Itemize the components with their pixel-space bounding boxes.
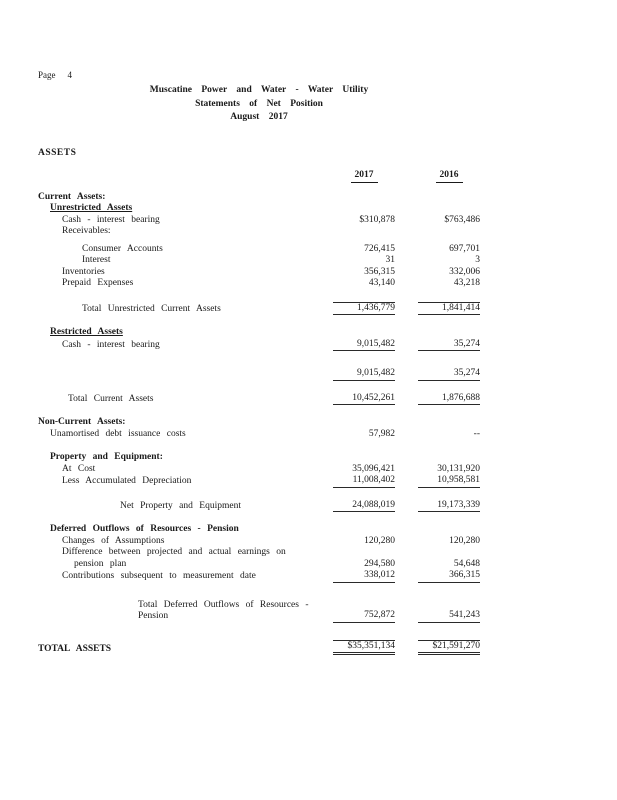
value-2016: 1,841,414 bbox=[418, 302, 480, 316]
row-label: TOTAL ASSETS bbox=[38, 643, 112, 654]
table-row bbox=[38, 475, 480, 488]
row-label: Property and Equipment: bbox=[50, 452, 163, 462]
section-title-assets: ASSETS bbox=[38, 148, 77, 158]
document-date: August 2017 bbox=[230, 112, 288, 122]
column-header-2017: 2017 bbox=[333, 170, 395, 183]
row-label: Deferred Outflows of Resources - Pension bbox=[50, 524, 239, 534]
table-row bbox=[38, 429, 480, 441]
table-row bbox=[38, 215, 480, 227]
value-2017: 24,088,019 bbox=[333, 500, 395, 513]
value-2016: 3 bbox=[475, 255, 480, 265]
page-number: 4 bbox=[67, 70, 72, 80]
row-label: Inventories bbox=[62, 266, 105, 277]
table-row bbox=[38, 464, 480, 476]
table-row bbox=[38, 267, 480, 279]
row-label: Difference between projected and actual earnings on pension plan bbox=[62, 547, 286, 569]
row-label: Unamortised debt issuance costs bbox=[50, 428, 186, 439]
table-row bbox=[38, 244, 480, 256]
page-indicator bbox=[38, 70, 72, 80]
value-2016: 54,648 bbox=[453, 558, 480, 569]
table-row bbox=[38, 452, 480, 464]
value-2017: 35,096,421 bbox=[352, 463, 395, 474]
document-header bbox=[38, 84, 480, 125]
value-2017: 356,315 bbox=[364, 266, 395, 277]
table-row bbox=[38, 327, 480, 339]
value-2017: 1,436,779 bbox=[333, 302, 395, 316]
value-2016: 30,131,920 bbox=[437, 463, 480, 474]
table-row bbox=[38, 547, 480, 570]
row-label: At Cost bbox=[62, 463, 96, 474]
page-label: Page bbox=[38, 70, 56, 80]
document-subtitle: Statements of Net Position bbox=[195, 98, 323, 109]
column-header-row bbox=[38, 170, 480, 183]
row-label: Net Property and Equipment bbox=[120, 500, 241, 511]
value-2016: $763,486 bbox=[444, 214, 480, 225]
row-label: Total Unrestricted Current Assets bbox=[82, 303, 221, 314]
value-2016: 366,315 bbox=[418, 570, 480, 583]
value-2017: 31 bbox=[385, 255, 395, 265]
value-2016: $21,591,270 bbox=[418, 640, 480, 656]
value-2016: 697,701 bbox=[449, 243, 480, 254]
row-label: Consumer Accounts bbox=[82, 243, 163, 254]
column-header-2016: 2016 bbox=[418, 170, 480, 183]
value-2017: 338,012 bbox=[333, 570, 395, 583]
value-2017: 11,008,402 bbox=[333, 475, 395, 488]
value-2017: 752,872 bbox=[333, 610, 395, 623]
table-row bbox=[38, 339, 480, 352]
row-label: Less Accumulated Depreciation bbox=[62, 476, 192, 486]
row-label: Changes of Assumptions bbox=[62, 535, 165, 546]
table-row bbox=[38, 203, 480, 215]
table-row bbox=[38, 640, 480, 656]
statement-rows bbox=[38, 192, 480, 656]
row-label: Total Deferred Outflows of Resources - Pension bbox=[138, 599, 309, 621]
row-label: Cash - interest bearing bbox=[62, 214, 160, 225]
table-row bbox=[38, 255, 480, 267]
value-2017: 43,140 bbox=[368, 278, 395, 288]
value-2016: 541,243 bbox=[418, 610, 480, 623]
value-2016: 120,280 bbox=[449, 535, 480, 546]
value-2016: 1,876,688 bbox=[418, 393, 480, 406]
row-label: Prepaid Expenses bbox=[62, 278, 134, 288]
table-row bbox=[38, 570, 480, 583]
value-2016: -- bbox=[473, 428, 480, 439]
value-2017: $35,351,134 bbox=[333, 640, 395, 656]
row-label: Receivables: bbox=[62, 226, 111, 236]
table-row bbox=[38, 192, 480, 204]
value-2017: $310,878 bbox=[359, 214, 395, 225]
row-label: Contributions subsequent to measurement date bbox=[62, 571, 256, 581]
table-row bbox=[38, 368, 480, 381]
table-row bbox=[38, 600, 480, 623]
row-label: Unrestricted Assets bbox=[50, 203, 133, 213]
document-title: Muscatine Power and Water - Water Utility bbox=[149, 85, 369, 95]
table-row bbox=[38, 417, 480, 429]
table-row bbox=[38, 278, 480, 290]
table-row bbox=[38, 500, 480, 513]
table-row bbox=[38, 302, 480, 316]
value-2017: 9,015,482 bbox=[333, 368, 395, 381]
value-2016: 43,218 bbox=[453, 278, 480, 288]
row-label: Total Current Assets bbox=[68, 393, 154, 404]
value-2016: 10,958,581 bbox=[418, 475, 480, 488]
row-label: Restricted Assets bbox=[50, 327, 123, 337]
row-label: Cash - interest bearing bbox=[62, 339, 160, 350]
row-label: Non-Current Assets: bbox=[38, 417, 126, 427]
value-2016: 332,006 bbox=[449, 266, 480, 277]
table-row bbox=[38, 226, 480, 238]
value-2017: 726,415 bbox=[364, 243, 395, 254]
value-2017: 294,580 bbox=[364, 558, 395, 569]
table-row bbox=[38, 536, 480, 548]
value-2016: 19,173,339 bbox=[418, 500, 480, 513]
value-2017: 9,015,482 bbox=[333, 339, 395, 352]
value-2017: 10,452,261 bbox=[333, 393, 395, 406]
row-label: Interest bbox=[82, 255, 111, 265]
table-row bbox=[38, 393, 480, 406]
row-label: Current Assets: bbox=[38, 191, 106, 202]
table-row bbox=[38, 524, 480, 536]
value-2016: 35,274 bbox=[418, 339, 480, 352]
statement-table bbox=[38, 170, 480, 655]
value-2016: 35,274 bbox=[418, 368, 480, 381]
value-2017: 120,280 bbox=[364, 535, 395, 546]
value-2017: 57,982 bbox=[368, 428, 395, 439]
